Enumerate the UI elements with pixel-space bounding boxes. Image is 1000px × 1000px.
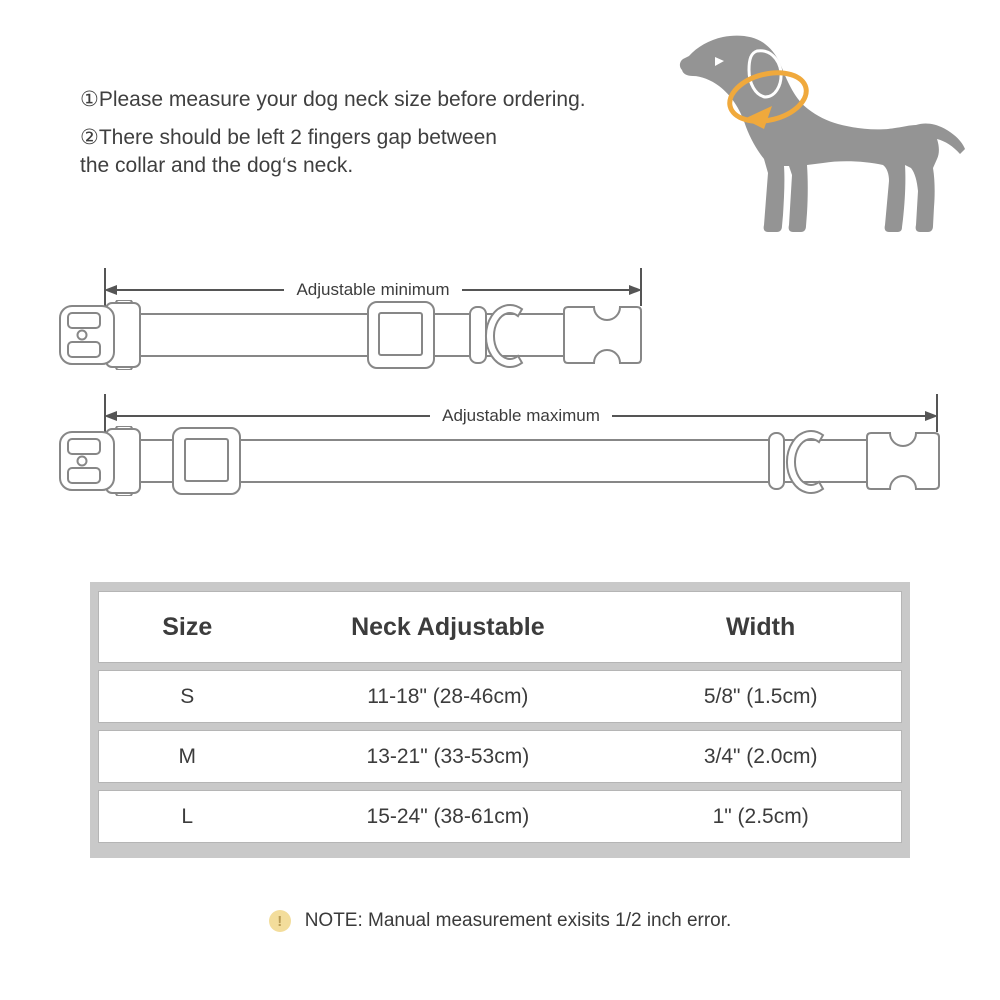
cell-width: 1" (2.5cm) — [712, 804, 809, 828]
adjustable-minimum-dimension — [104, 279, 642, 301]
table-row — [98, 730, 902, 783]
cell-size: S — [180, 684, 195, 708]
header-size: Size — [162, 612, 213, 641]
collar-strap — [130, 440, 873, 482]
cell-width: 5/8" (1.5cm) — [703, 684, 818, 708]
note-text: NOTE: Manual measurement exisits 1/2 inch error. — [304, 910, 732, 931]
collar-maximum-diagram — [58, 426, 943, 496]
header-neck-adjustable: Neck Adjustable — [351, 612, 545, 641]
collar-minimum-diagram — [58, 300, 643, 370]
cell-size: M — [178, 744, 196, 768]
buckle-female — [60, 300, 140, 370]
cell-neck: 11-18" (28-46cm) — [367, 684, 529, 708]
measuring-instructions — [80, 86, 586, 180]
tri-glide-slider — [173, 428, 240, 494]
table-row — [98, 670, 902, 723]
collar-strap — [130, 314, 570, 356]
table-row — [98, 790, 902, 843]
cell-size: L — [181, 804, 194, 828]
dog-neck-measurement-figure — [645, 25, 970, 247]
measurement-note — [0, 910, 1000, 932]
cell-neck: 15-24" (38-61cm) — [366, 804, 530, 828]
adjustable-maximum-label: Adjustable maximum — [442, 406, 600, 425]
size-table-header-row — [98, 591, 902, 663]
tri-glide-slider — [368, 302, 434, 368]
instruction-step-2: ②There should be left 2 fingers gap between the collar and the dog‘s neck. — [80, 126, 497, 177]
size-table — [90, 582, 910, 858]
cell-width: 3/4" (2.0cm) — [703, 744, 818, 768]
strap-keeper — [769, 433, 784, 489]
cell-neck: 13-21" (33-53cm) — [366, 744, 530, 768]
strap-keeper — [470, 307, 486, 363]
exclamation-icon: ! — [269, 910, 291, 932]
buckle-female — [60, 426, 140, 496]
dog-silhouette — [645, 25, 970, 247]
instruction-step-1: ①Please measure your dog neck size before ordering. — [80, 88, 586, 111]
buckle-male — [867, 433, 939, 489]
adjustable-maximum-dimension — [104, 405, 938, 427]
adjustable-minimum-label: Adjustable minimum — [296, 280, 450, 299]
buckle-male — [564, 307, 641, 363]
header-width: Width — [726, 612, 796, 641]
